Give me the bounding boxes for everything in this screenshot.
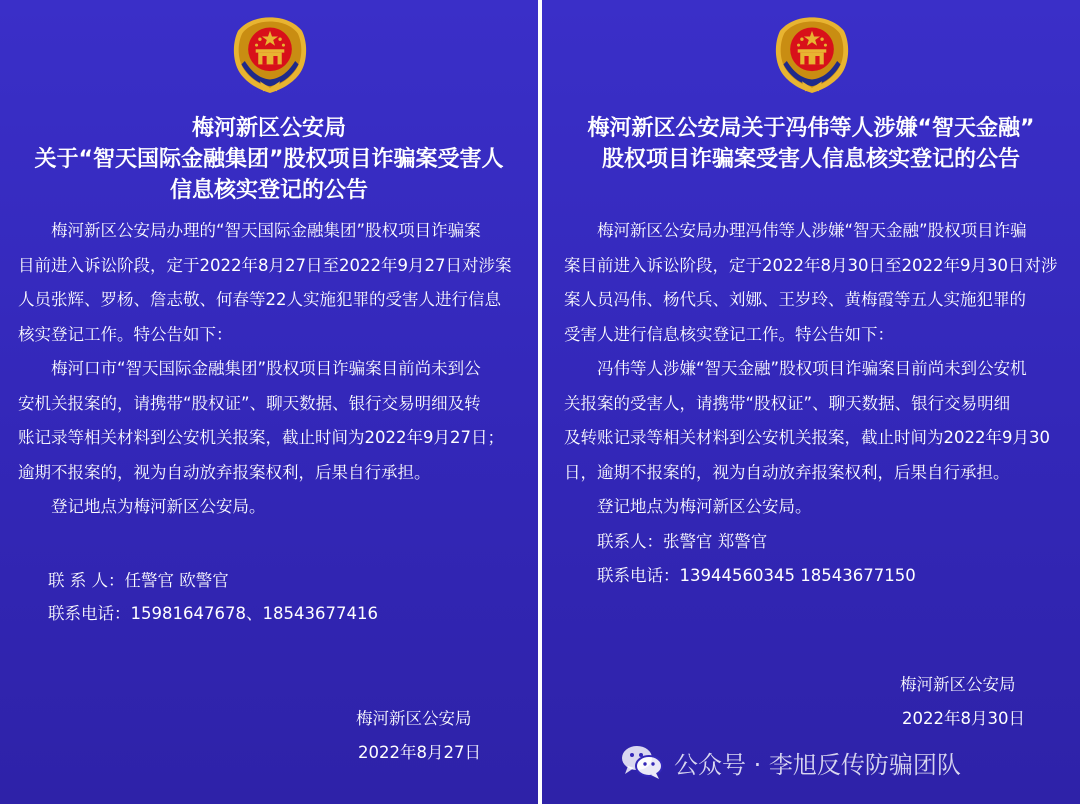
contact-person: 联系人：张警官 郑警官 [597, 531, 768, 551]
signing-date: 2022年8月30日 [902, 709, 1025, 728]
right-notice-title [552, 113, 1070, 175]
notice-line: 日，逾期不报案的，视为自动放弃报案权利，后果自行承担。 [564, 462, 1010, 482]
left-notice-body [18, 214, 526, 525]
contact-phone: 联系电话：13944560345 18543677150 [597, 566, 916, 585]
wechat-official-account-watermark [620, 740, 961, 784]
notice-line: 逾期不报案的，视为自动放弃报案权利，后果自行承担。 [18, 462, 431, 482]
notice-line: 关报案的受害人，请携带“股权证”、聊天数据、银行交易明细 [564, 393, 1011, 413]
title-line: 梅河新区公安局 [191, 116, 346, 141]
notice-line: 梅河口市“智天国际金融集团”股权项目诈骗案目前尚未到公 [51, 359, 481, 378]
notice-line: 安机关报案的，请携带“股权证”、聊天数据、银行交易明细及转 [18, 393, 481, 413]
contact-person: 联 系 人：任警官 欧警官 [48, 571, 229, 590]
intro-line: 案人员冯伟、杨代兵、刘娜、王岁玲、黄梅霞等五人实施犯罪的 [564, 290, 1026, 309]
intro-line: 梅河新区公安局办理冯伟等人涉嫌“智天金融”股权项目诈骗 [597, 221, 1027, 240]
wechat-icon [620, 744, 664, 780]
signing-date: 2022年8月27日 [358, 743, 481, 762]
registration-location: 登记地点为梅河新区公安局。 [597, 497, 812, 516]
intro-line: 目前进入诉讼阶段，定于2022年8月27日至2022年9月27日对涉案 [18, 255, 512, 275]
intro-line: 核实登记工作。特公告如下： [18, 324, 233, 344]
intro-line: 人员张辉、罗杨、詹志敬、何春等22人实施犯罪的受害人进行信息 [18, 290, 501, 309]
left-notice [0, 0, 538, 804]
contact-phone: 联系电话：15981647678、18543677416 [48, 604, 378, 623]
watermark-text: 公众号 · 李旭反传防骗团队 [674, 750, 961, 779]
notice-line: 及转账记录等相关材料到公安机关报案，截止时间为2022年9月30 [564, 428, 1050, 447]
signing-organization: 梅河新区公安局 [356, 709, 472, 728]
police-emblem-icon [228, 14, 312, 98]
right-notice [542, 0, 1080, 804]
notice-line: 冯伟等人涉嫌“智天金融”股权项目诈骗案目前尚未到公安机 [597, 359, 1027, 378]
left-notice-title [10, 113, 528, 206]
police-emblem-icon [770, 14, 854, 98]
title-line: 梅河新区公安局关于冯伟等人涉嫌“智天金融” [587, 116, 1035, 141]
intro-line: 受害人进行信息核实登记工作。特公告如下： [564, 324, 894, 344]
registration-location: 登记地点为梅河新区公安局。 [51, 497, 266, 516]
notice-line: 账记录等相关材料到公安机关报案，截止时间为2022年9月27日； [18, 428, 504, 447]
intro-line: 梅河新区公安局办理的“智天国际金融集团”股权项目诈骗案 [51, 221, 481, 240]
title-line: 信息核实登记的公告 [169, 178, 368, 203]
right-notice-body [564, 214, 1069, 594]
signing-organization: 梅河新区公安局 [900, 675, 1016, 694]
intro-line: 案目前进入诉讼阶段，定于2022年8月30日至2022年9月30日对涉 [564, 255, 1058, 275]
title-line: 关于“智天国际金融集团”股权项目诈骗案受害人 [34, 147, 504, 172]
title-line: 股权项目诈骗案受害人信息核实登记的公告 [601, 147, 1020, 172]
